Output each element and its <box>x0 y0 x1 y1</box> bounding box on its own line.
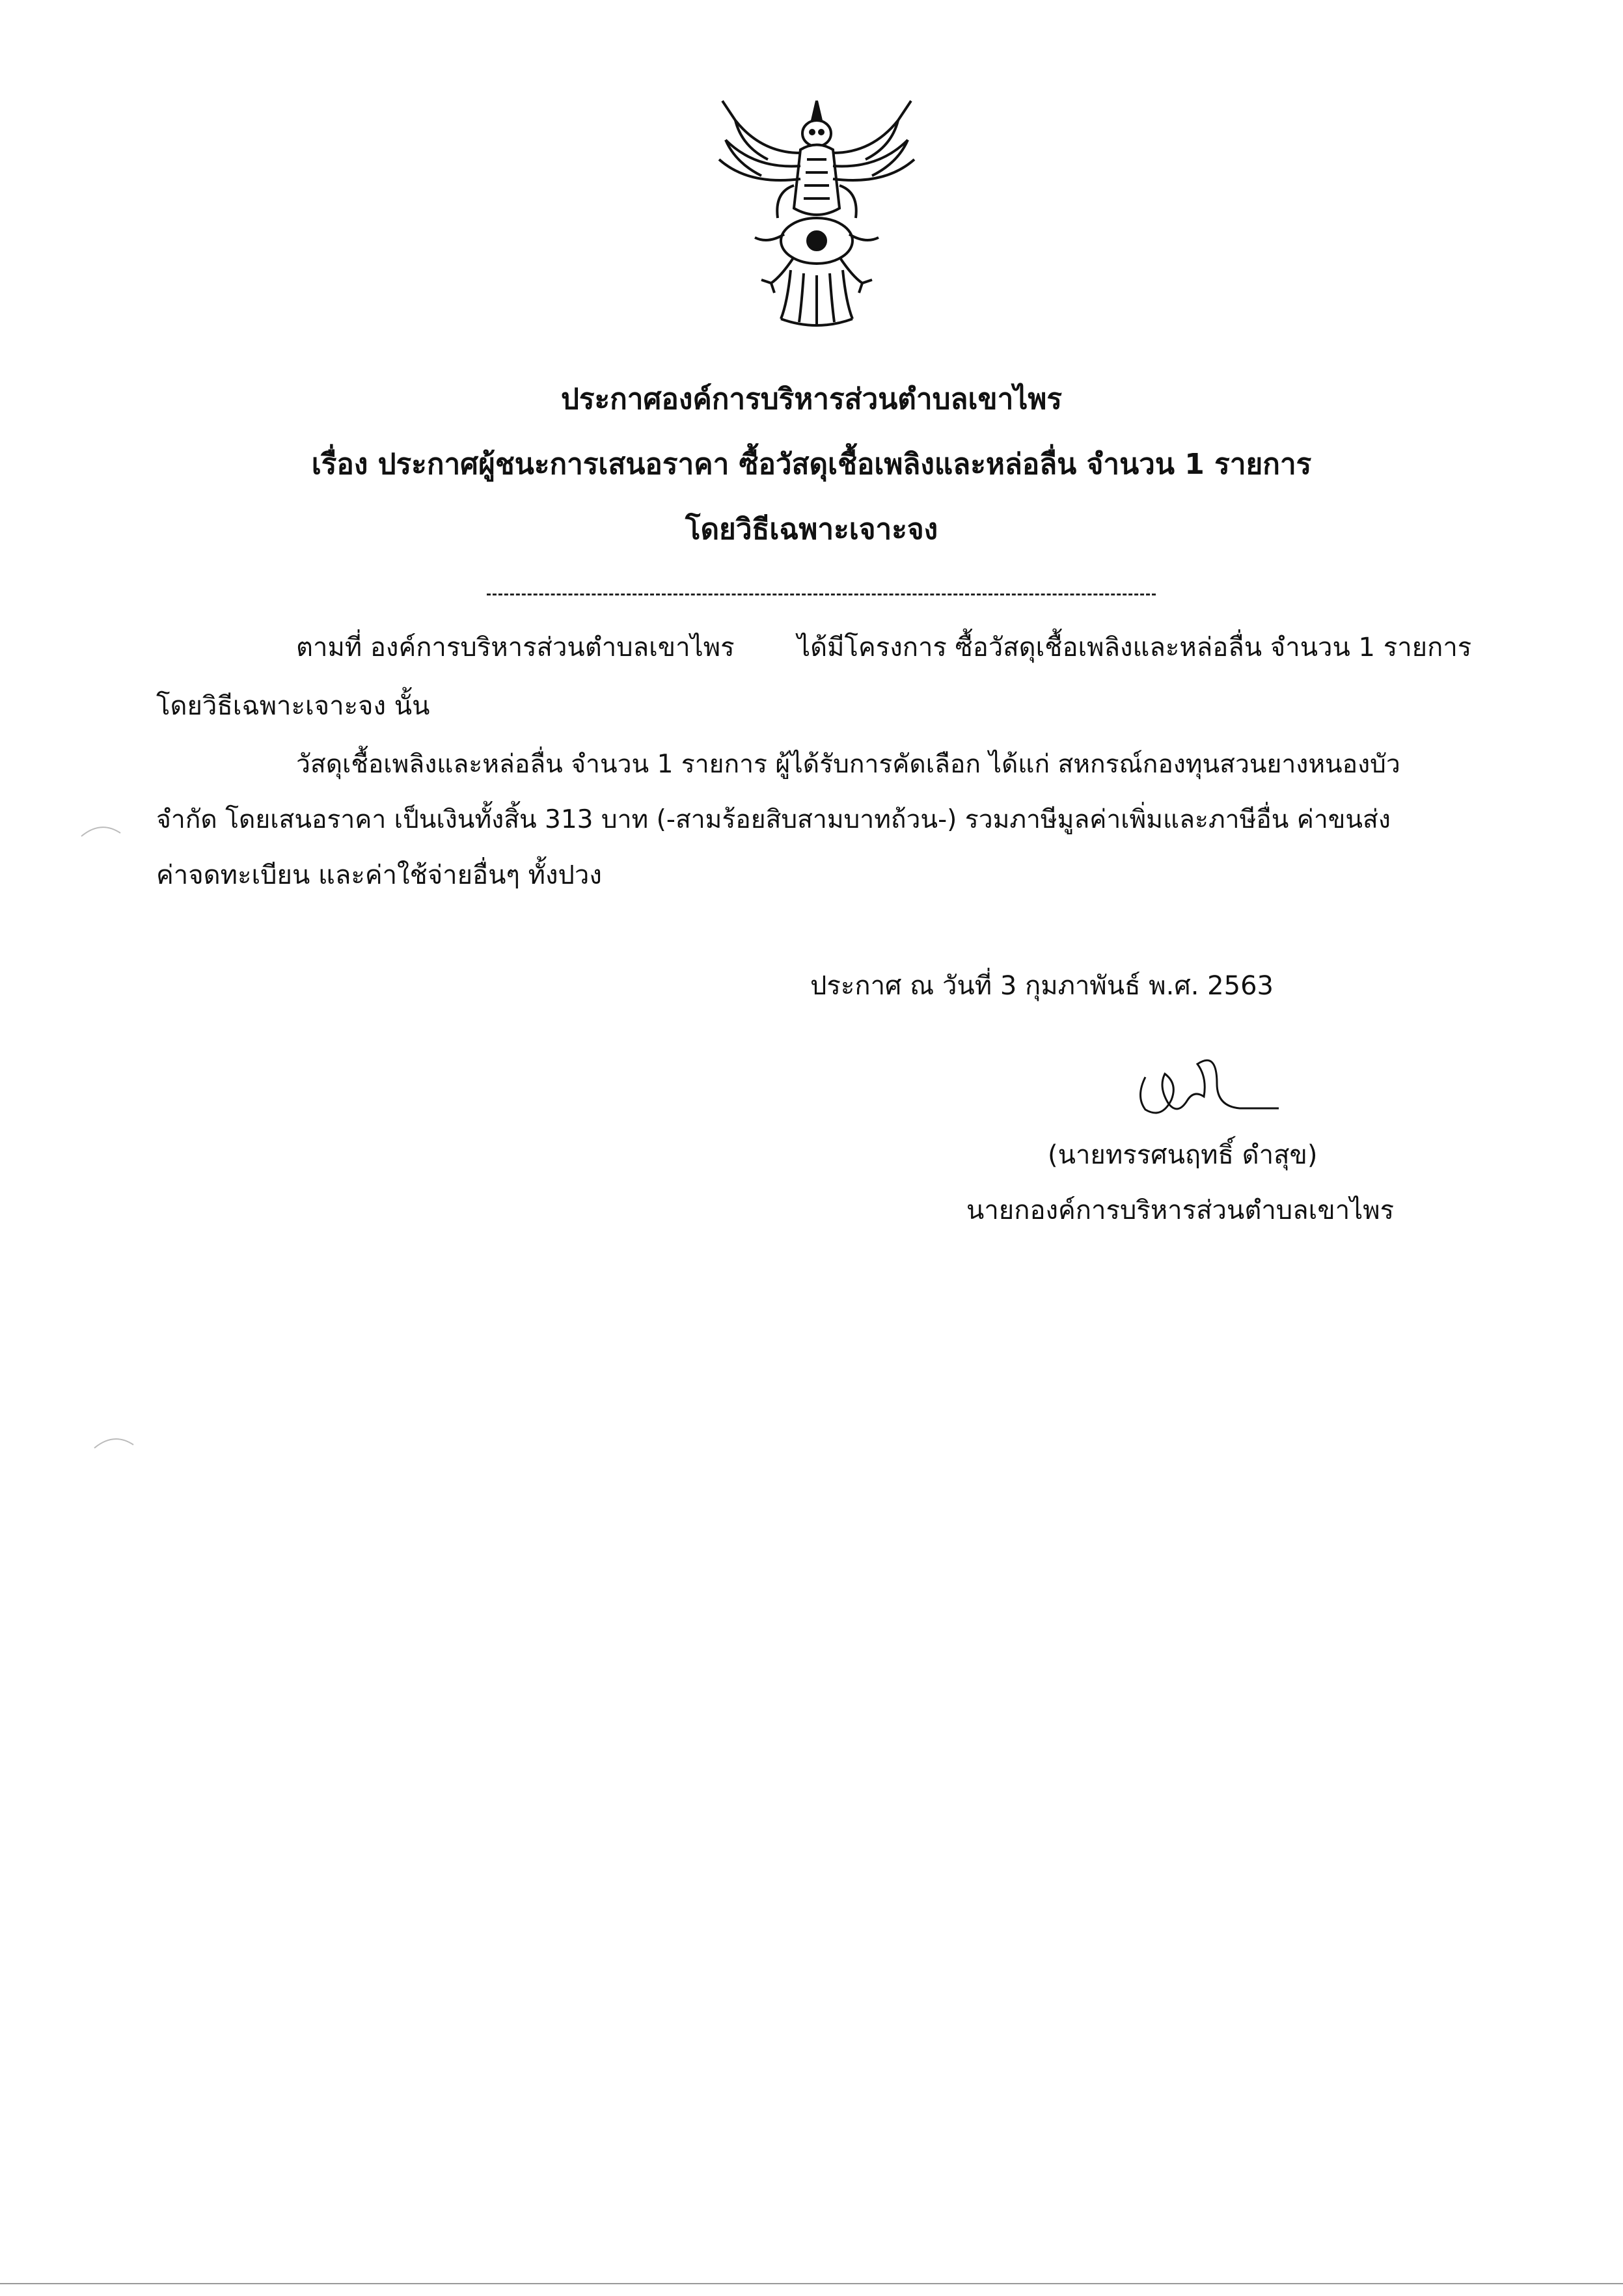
paragraph1-line1b: ได้มีโครงการ ซื้อวัสดุเชื้อเพลิงและหล่อลื่น จำนวน 1 รายการ <box>797 633 1472 663</box>
paragraph2-line2: จำกัด โดยเสนอราคา เป็นเงินทั้งสิ้น 313 บาท (-สามร้อยสิบสามบาทถ้วน-) รวมภาษีมูลค่าเพิ่มและภาษีอื่น ค่าขนส่ง <box>156 805 1391 834</box>
document-title: ประกาศองค์การบริหารส่วนตำบลเขาไพร <box>560 383 1063 416</box>
paragraph1-line2: โดยวิธีเฉพาะเจาะจง นั้น <box>156 691 430 721</box>
scan-edge-line <box>0 2283 1623 2284</box>
paragraph2-line1: วัสดุเชื้อเพลิงและหล่อลื่น จำนวน 1 รายการ ผู้ได้รับการคัดเลือก ได้แก่ สหกรณ์กองทุนสวนยางหนองบัว <box>296 750 1400 779</box>
paragraph2-line3: ค่าจดทะเบียน และค่าใช้จ่ายอื่นๆ ทั้งปวง <box>156 860 602 890</box>
signature-icon <box>1126 1038 1282 1136</box>
scan-mark-icon <box>78 817 124 843</box>
document-subject: เรื่อง ประกาศผู้ชนะการเสนอราคา ซื้อวัสดุเชื้อเพลิงและหล่อลื่น จำนวน 1 รายการ <box>311 448 1312 481</box>
garuda-emblem-icon <box>709 94 924 329</box>
signer-name: (นายทรรศนฤทธิ์ ดำสุข) <box>1048 1140 1318 1170</box>
scan-mark-icon <box>91 1428 137 1455</box>
paragraph1-line1a: ตามที่ องค์การบริหารส่วนตำบลเขาไพร <box>296 633 735 663</box>
signer-position: นายกองค์การบริหารส่วนตำบลเขาไพร <box>966 1196 1395 1225</box>
announcement-date: ประกาศ ณ วันที่ 3 กุมภาพันธ์ พ.ศ. 2563 <box>810 971 1274 1001</box>
dashed-divider <box>487 594 1156 595</box>
procurement-method: โดยวิธีเฉพาะเจาะจง <box>685 513 938 546</box>
